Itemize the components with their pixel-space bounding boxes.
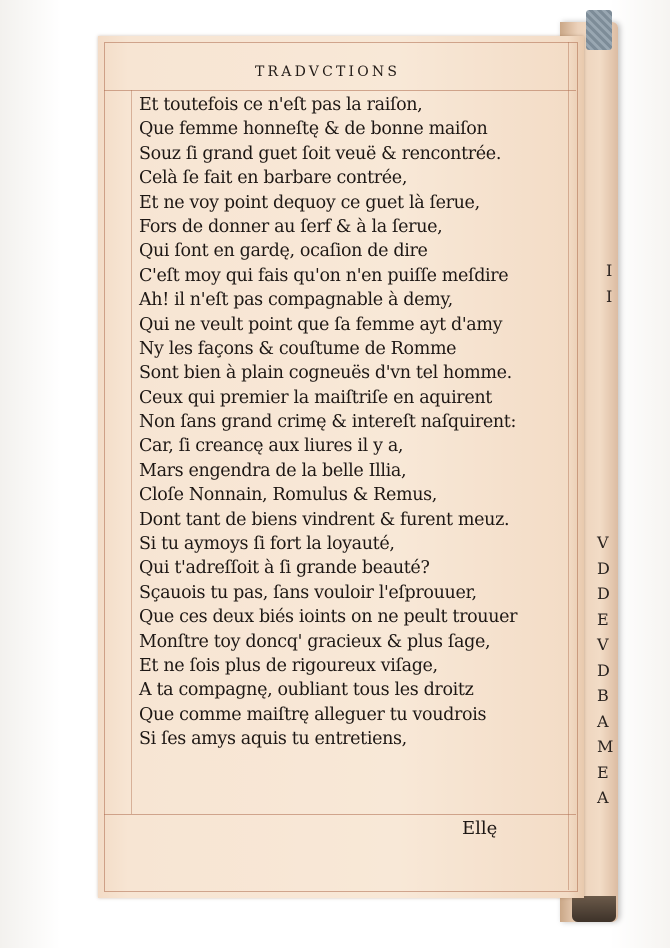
poem-line: Ceux qui premier la maiſtriſe en aquirent bbox=[139, 387, 492, 408]
facing-page-letters-lower bbox=[597, 530, 617, 811]
facing-page-letter: D bbox=[597, 558, 610, 578]
poem-line: Mars engendra de la belle Illia, bbox=[139, 460, 407, 481]
poem-line: C'eſt moy qui fais qu'on n'en puiſſe meſdire bbox=[139, 265, 509, 286]
poem-text bbox=[139, 93, 579, 752]
header-rule bbox=[104, 90, 576, 91]
poem-line: Qui ne veult point que ſa femme ayt d'amy bbox=[139, 314, 503, 335]
poem-line: Celà ſe fait en barbare contrée, bbox=[139, 168, 408, 189]
footer-rule bbox=[104, 814, 576, 815]
poem-line: Sçauois tu pas, ſans vouloir l'eſprouuer, bbox=[139, 582, 477, 603]
poem-line: Et toutefois ce n'eſt pas la raiſon, bbox=[139, 95, 423, 115]
poem-line: Ny les façons & couſtume de Romme bbox=[139, 338, 457, 359]
facing-page-letter: A bbox=[597, 711, 609, 731]
facing-page-letter: I bbox=[606, 287, 613, 306]
poem-line: Dont tant de biens vindrent & furent meuz. bbox=[139, 509, 510, 530]
poem-line: Souz ſi grand guet ſoit veuë & rencontrée. bbox=[139, 143, 502, 164]
running-head: TRADVCTIONS bbox=[255, 64, 401, 80]
facing-page-letter: E bbox=[597, 609, 609, 629]
facing-page-letter: V bbox=[597, 635, 609, 654]
poem-line: Non ſans grand crimę & intereſt naſquirent: bbox=[139, 412, 517, 433]
poem-line: Et ne voy point dequoy ce guet là ſerue, bbox=[139, 192, 480, 213]
poem-line: Que comme maiſtrę alleguer tu voudrois bbox=[139, 704, 487, 725]
poem-line: Monſtre toy doncq' gracieux & plus ſage, bbox=[139, 631, 491, 652]
facing-page-letter: D bbox=[597, 584, 610, 603]
facing-page-letter: M bbox=[597, 737, 614, 756]
facing-page-letter: A bbox=[597, 788, 609, 807]
left-margin-rule bbox=[131, 90, 132, 814]
poem-line: Et ne ſois plus de rigoureux viſage, bbox=[139, 655, 438, 676]
facing-page-letter: D bbox=[597, 660, 610, 680]
catchword: Ellę bbox=[462, 818, 498, 839]
book-spine-cloth bbox=[586, 10, 612, 50]
poem-line: Que ces deux biés ioints on ne peult trouuer bbox=[139, 607, 518, 628]
poem-line: Si ſes amys aquis tu entretiens, bbox=[139, 729, 407, 750]
facing-page-letter: I bbox=[606, 261, 613, 280]
poem-line: Ah! il n'eſt pas compagnable à demy, bbox=[139, 290, 453, 311]
poem-line: Fors de donner au ſerf & à la ſerue, bbox=[139, 216, 443, 237]
poem-line: Que femme honneſtę & de bonne maiſon bbox=[139, 119, 488, 140]
poem-line: A ta compagnę, oubliant tous les droitz bbox=[139, 680, 474, 701]
facing-page-letter: V bbox=[597, 533, 609, 552]
poem-line: Qui ſont en gardę, ocaſion de dire bbox=[139, 241, 428, 262]
poem-line: Si tu aymoys ſi fort la loyauté, bbox=[139, 534, 395, 555]
poem-line: Car, ſi creancę aux liures il y a, bbox=[139, 436, 404, 457]
poem-line: Qui t'adreſſoit à ſi grande beauté? bbox=[139, 558, 430, 579]
facing-page-letter: B bbox=[597, 686, 609, 705]
poem-line: Cloſe Nonnain, Romulus & Remus, bbox=[139, 485, 437, 506]
book-spine-bottom bbox=[572, 896, 616, 922]
poem-line: Sont bien à plain cogneuës d'vn tel homme. bbox=[139, 363, 512, 384]
facing-page-letters-upper bbox=[606, 258, 618, 310]
facing-page-letter: E bbox=[597, 762, 609, 782]
